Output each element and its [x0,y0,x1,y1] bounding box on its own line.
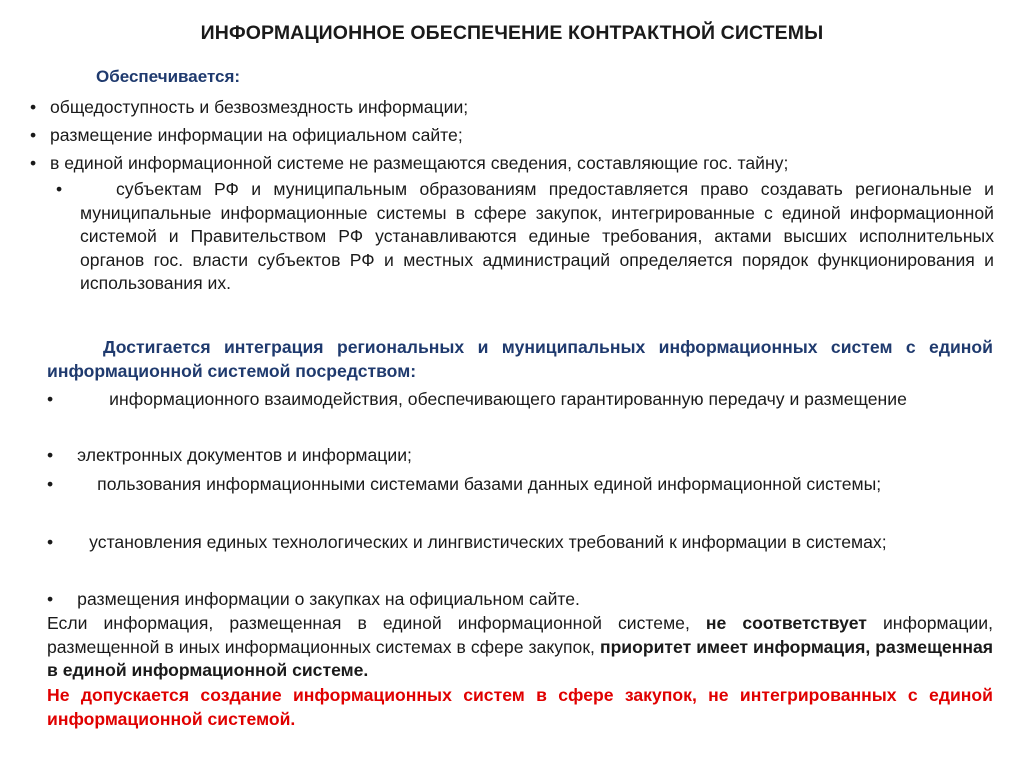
list-item-text: электронных документов и информации; [77,445,412,465]
bullet: • [30,97,37,117]
list-item-text: размещение информации на официальном сайте; [50,125,463,145]
list-item [47,444,993,468]
warning-text: Не допускается создание информационных систем в сфере закупок, не интегрированных с единой информационной системой. [47,685,993,729]
list-item [30,96,994,120]
list-item [56,178,994,296]
bullet: • [47,445,54,465]
list-item [47,531,993,555]
bullet: • [47,389,54,409]
list-item [47,473,993,497]
bullet: • [47,589,54,609]
list-item [47,388,993,412]
note-emphasis: не соответствует [705,613,867,633]
list-item-text: размещения информации о закупках на официальном сайте. [77,589,580,609]
slide-title: ИНФОРМАЦИОННОЕ ОБЕСПЕЧЕНИЕ КОНТРАКТНОЙ СИСТЕМЫ [200,22,824,44]
list-item-text: общедоступность и безвозмездность информации; [50,97,469,117]
list-item-text: субъектам РФ и муниципальным образованиям предоставляется право создавать региональные и муниципальные информационные системы в сфере закупок, интегрированные с единой информационной системой и Правительством РФ устанавливаются единые требования, актами высших исполнительных органов гос. власти субъектов РФ и местных администраций определяется порядок функционирования и использования их. [80,179,994,293]
section1-heading: Обеспечивается: [96,67,241,86]
note-emphasis: приоритет имеет информация, размещенная в единой информационной системе. [47,636,994,681]
list-item [30,124,994,148]
bullet: • [47,532,54,552]
bullet: • [47,474,54,494]
note-text: информации, размещенной в иных информационных системах в сфере закупок, [47,613,994,657]
list-item-text: в единой информационной системе не размещаются сведения, составляющие гос. тайну; [50,153,789,173]
list-item-text: установления единых технологических и лингвистических требований к информации в системах; [89,532,887,552]
priority-note [47,612,993,683]
bullet: • [30,153,37,173]
list-item-text: информационного взаимодействия, обеспечивающего гарантированную передачу и размещение [109,389,907,409]
note-text: Если информация, размещенная в единой информационной системе, [47,613,690,633]
section2-heading: Достигается интеграция региональных и муниципальных информационных систем с единой информационной системой посредством: [47,337,993,381]
list-item [47,588,993,612]
list-item-text: пользования информационными системами базами данных единой информационной системы; [97,474,882,494]
bullet: • [30,125,37,145]
bullet: • [56,179,63,199]
list-item [30,152,994,176]
